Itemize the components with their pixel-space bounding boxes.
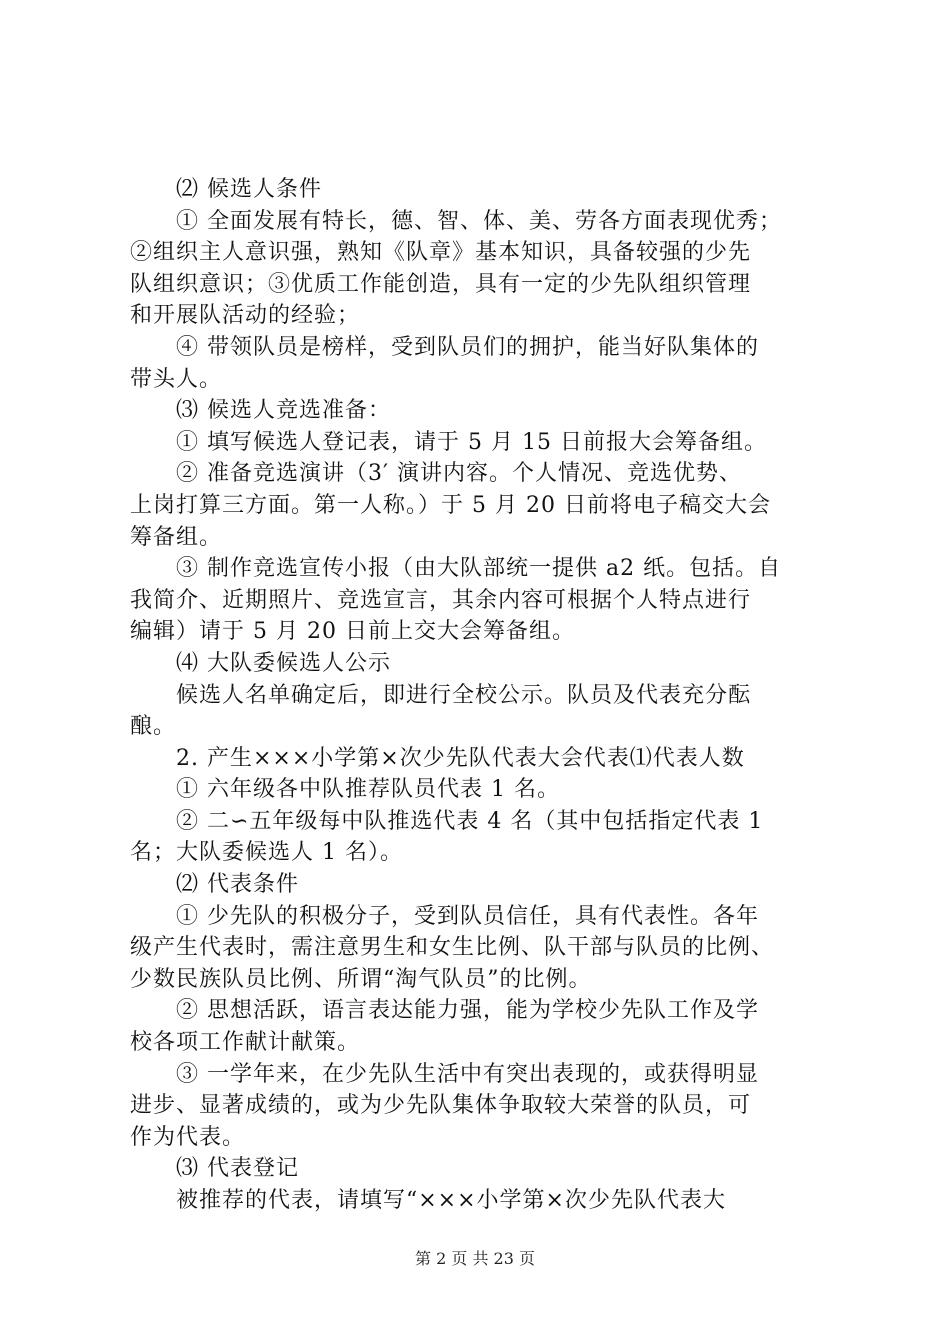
text-line: 我简介、近期照片、竞选宣言，其余内容可根据个人特点进行 <box>130 587 752 613</box>
text-line: 2. 产生×××小学第×次少先队代表大会代表⑴代表人数 <box>176 745 745 771</box>
text-line: ⑷ 大队委候选人公示 <box>176 650 391 676</box>
text-line: 候选人名单确定后，即进行全校公示。队员及代表充分酝 <box>176 682 752 708</box>
text-line: 进步、显著成绩的，或为少先队集体争取较大荣誉的队员，可 <box>130 1093 752 1119</box>
text-line: ⑶ 候选人竞选准备： <box>176 398 391 424</box>
text-line: 编辑）请于 5 月 20 日前上交大会筹备组。 <box>130 619 575 645</box>
text-line: ① 六年级各中队推荐队员代表 1 名。 <box>176 777 560 803</box>
text-line: ② 思想活跃，语言表达能力强，能为学校少先队工作及学 <box>176 998 759 1024</box>
text-line: 作为代表。 <box>130 1124 246 1150</box>
text-line: ②组织主人意识强，熟知《队章》基本知识，具备较强的少先 <box>130 240 752 266</box>
text-line: ⑵ 代表条件 <box>176 872 299 898</box>
text-line: ① 全面发展有特长，德、智、体、美、劳各方面表现优秀； <box>176 208 782 234</box>
text-line: 带头人。 <box>130 366 223 392</box>
text-line: ④ 带领队员是榜样，受到队员们的拥护，能当好队集体的 <box>176 334 759 360</box>
text-line: 级产生代表时，需注意男生和女生比例、队干部与队员的比例、 <box>130 935 775 961</box>
text-line: 被推荐的代表，请填写“×××小学第×次少先队代表大 <box>176 1188 726 1213</box>
text-line: ⑶ 代表登记 <box>176 1156 299 1182</box>
document-body <box>130 174 830 1217</box>
text-line: 校各项工作献计献策。 <box>130 1030 361 1056</box>
text-line: 筹备组。 <box>130 524 223 550</box>
text-line: 上岗打算三方面。第一人称。）于 5 月 20 日前将电子稿交大会 <box>130 492 771 518</box>
text-line: 少数民族队员比例、所谓“淘气队员”的比例。 <box>130 966 592 992</box>
text-line: 酿。 <box>130 714 177 740</box>
text-line: ③ 制作竞选宣传小报（由大队部统一提供 a2 纸。包括。自 <box>176 556 782 582</box>
text-line: ⑵ 候选人条件 <box>176 177 322 202</box>
text-line: ③ 一学年来，在少先队生活中有突出表现的，或获得明显 <box>176 1061 759 1087</box>
text-line: 和开展队活动的经验； <box>130 303 361 329</box>
page-footer: 第 2 页 共 23 页 <box>415 1249 535 1268</box>
text-line: ② 二∽五年级每中队推选代表 4 名（其中包括指定代表 1 <box>176 808 764 834</box>
text-line: 名；大队委候选人 1 名）。 <box>130 840 403 866</box>
text-line: ① 填写候选人登记表，请于 5 月 15 日前报大会筹备组。 <box>176 429 767 455</box>
text-line: 队组织意识；③优质工作能创造，具有一定的少先队组织管理 <box>130 271 752 297</box>
text-line: ② 准备竞选演讲（3′ 演讲内容。个人情况、竞选优势、 <box>176 461 742 487</box>
text-line: ① 少先队的积极分子，受到队员信任，具有代表性。各年 <box>176 903 759 929</box>
